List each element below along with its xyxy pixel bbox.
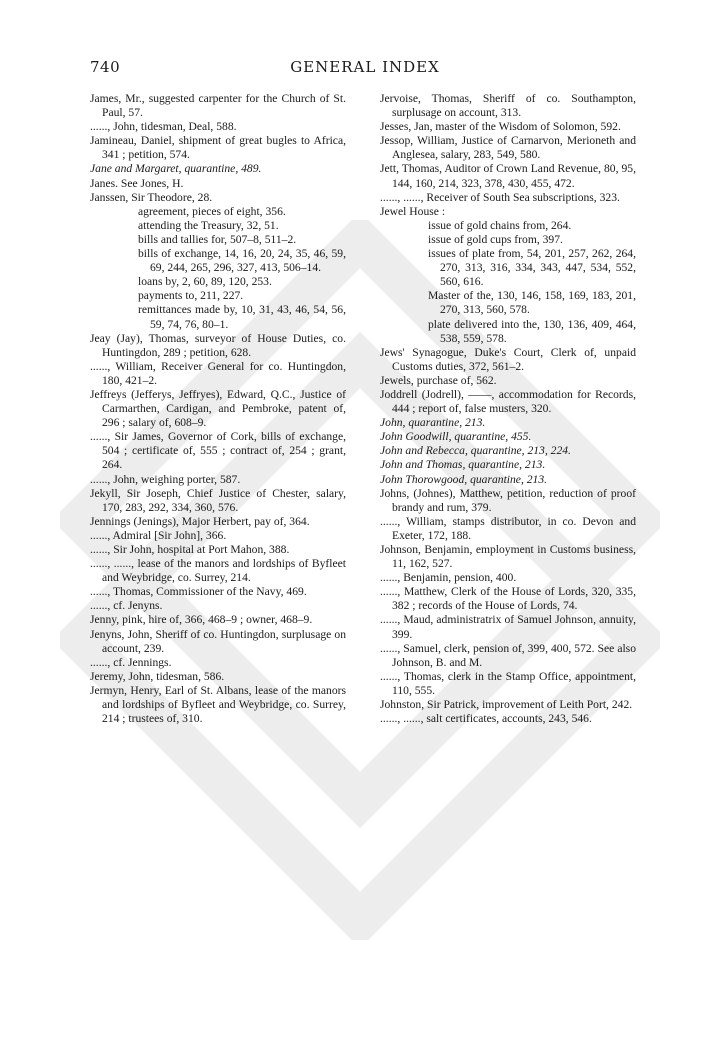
index-entry: Master of the, 130, 146, 158, 169, 183, 201, 270, 313, 560, 578. — [428, 289, 636, 317]
index-entry: Jamineau, Daniel, shipment of great bugles to Africa, 341 ; petition, 574. — [90, 134, 346, 162]
index-entry: John Thorowgood, quarantine, 213. — [380, 472, 548, 486]
index-entry: Jennings (Jenings), Major Herbert, pay of, 364. — [90, 514, 310, 528]
index-entry: agreement, pieces of eight, 356. — [138, 204, 286, 218]
index-entry: Jeay (Jay), Thomas, surveyor of House Duties, co. Huntingdon, 289 ; petition, 628. — [90, 331, 346, 359]
index-entry: Jenyns, John, Sheriff of co. Huntingdon, surplusage on account, 239. — [90, 627, 346, 655]
index-entry: ......, William, stamps distributor, in co. Devon and Exeter, 172, 188. — [380, 514, 636, 542]
running-title: GENERAL INDEX — [290, 58, 440, 76]
index-entry: ......, Admiral [Sir John], 366. — [90, 528, 227, 542]
index-entry: John and Thomas, quarantine, 213. — [380, 458, 546, 472]
index-entry: payments to, 211, 227. — [138, 289, 244, 303]
index-entry: John Goodwill, quarantine, 455. — [380, 430, 532, 444]
index-entry: Johnston, Sir Patrick, improvement of Leith Port, 242. — [380, 698, 633, 712]
index-entry: ......, Thomas, clerk in the Stamp Office, appointment, 110, 555. — [380, 669, 636, 697]
index-entry: ......, Matthew, Clerk of the House of Lords, 320, 335, 382 ; records of the House of Lords, 74. — [380, 585, 636, 613]
index-entry: John, quarantine, 213. — [380, 416, 486, 430]
index-entry: ......, cf. Jenyns. — [90, 599, 163, 613]
index-entry: Jane and Margaret, quarantine, 489. — [90, 162, 262, 176]
index-entry: Joddrell (Jodrell), ——, accommodation for Records, 444 ; report of, false musters, 320. — [380, 387, 636, 416]
index-entry: ......, John, weighing porter, 587. — [90, 472, 241, 486]
index-entry: ......, cf. Jennings. — [90, 655, 172, 669]
index-entry: Johnson, Benjamin, employment in Customs business, 11, 162, 527. — [380, 543, 636, 571]
index-entry: ......, John, tidesman, Deal, 588. — [90, 120, 237, 134]
index-entry: John and Rebecca, quarantine, 213, 224. — [380, 444, 571, 458]
index-entry: Jessop, William, Justice of Carnarvon, Merioneth and Anglesea, salary, 283, 549, 580. — [380, 134, 636, 162]
index-entry: ......, Thomas, Commissioner of the Navy, 469. — [90, 585, 307, 599]
index-entry: Jewels, purchase of, 562. — [380, 373, 497, 387]
index-entry: plate delivered into the, 130, 136, 409, 464, 538, 559, 578. — [428, 317, 636, 345]
index-entry: Jervoise, Thomas, Sheriff of co. Southampton, surplusage on account, 313. — [380, 92, 636, 120]
index-entry: issue of gold chains from, 264. — [428, 218, 572, 232]
index-entry: Jesses, Jan, master of the Wisdom of Solomon, 592. — [380, 120, 621, 134]
index-entry: issue of gold cups from, 397. — [428, 232, 563, 246]
index-entry: ......, Sir John, hospital at Port Mahon, 388. — [90, 543, 290, 556]
index-entry: bills and tallies for, 507–8, 511–2. — [138, 232, 297, 246]
index-entry: loans by, 2, 60, 89, 120, 253. — [138, 275, 272, 289]
index-entry: Jekyll, Sir Joseph, Chief Justice of Chester, salary, 170, 283, 292, 334, 360, 576. — [90, 486, 346, 514]
index-entry: issues of plate from, 54, 201, 257, 262, 264, 270, 313, 316, 334, 343, 447, 534, 552, 560, 616. — [428, 247, 636, 289]
index-entry: ......, William, Receiver General for co. Huntingdon, 180, 421–2. — [90, 359, 346, 387]
index-entry: ......, ......, salt certificates, accounts, 243, 546. — [380, 712, 592, 726]
index-entry: Janes. See Jones, H. — [90, 176, 184, 190]
index-entry: ......, Benjamin, pension, 400. — [380, 571, 517, 585]
index-entry: Jeffreys (Jefferys, Jeffryes), Edward, Q.C., Justice of Carmarthen, Cardigan, and Pembroke, patent of, 296 ; salary of, 608–9. — [90, 387, 346, 430]
index-entry: Jeremy, John, tidesman, 586. — [90, 669, 225, 683]
index-entry: Jett, Thomas, Auditor of Crown Land Revenue, 80, 95, 144, 160, 214, 323, 378, 430, 455, 472. — [380, 162, 636, 190]
page-number: 740 — [90, 58, 121, 76]
index-entry: ......, Sir James, Governor of Cork, bills of exchange, 504 ; certificate of, 555 ; contract of, 254 ; grant, 264. — [90, 430, 346, 472]
left-index-column — [90, 92, 346, 726]
index-entry: Jewel House : — [380, 204, 446, 218]
index-entry: ......, Maud, administratrix of Samuel Johnson, annuity, 399. — [380, 613, 636, 641]
index-entry: bills of exchange, 14, 16, 20, 24, 35, 46, 59, 69, 244, 265, 296, 327, 413, 506–14. — [138, 247, 346, 275]
page-header — [90, 58, 640, 80]
index-entry: attending the Treasury, 32, 51. — [138, 218, 279, 232]
index-entry: ......, ......, lease of the manors and lordships of Byfleet and Weybridge, co. Surrey, 214. — [90, 557, 346, 585]
index-entry: Janssen, Sir Theodore, 28. — [90, 190, 213, 204]
index-entry: remittances made by, 10, 31, 43, 46, 54, 56, 59, 74, 76, 80–1. — [138, 303, 346, 331]
right-index-column — [380, 92, 636, 726]
index-entry: Johns, (Johnes), Matthew, petition, reduction of proof brandy and rum, 379. — [380, 486, 636, 514]
index-entry: Jermyn, Henry, Earl of St. Albans, lease of the manors and lordships of Byfleet and Weybridge, co. Surrey, 214 ; trustees of, 310. — [90, 683, 346, 726]
index-entry: ......, ......, Receiver of South Sea subscriptions, 323. — [380, 190, 620, 204]
index-entry: James, Mr., suggested carpenter for the Church of St. Paul, 57. — [90, 92, 346, 120]
index-entry: Jews' Synagogue, Duke's Court, Clerk of, unpaid Customs duties, 372, 561–2. — [380, 345, 636, 373]
index-entry: Jenny, pink, hire of, 366, 468–9 ; owner, 468–9. — [90, 613, 313, 627]
index-entry: ......, Samuel, clerk, pension of, 399, 400, 572. See also Johnson, B. and M. — [380, 641, 636, 669]
